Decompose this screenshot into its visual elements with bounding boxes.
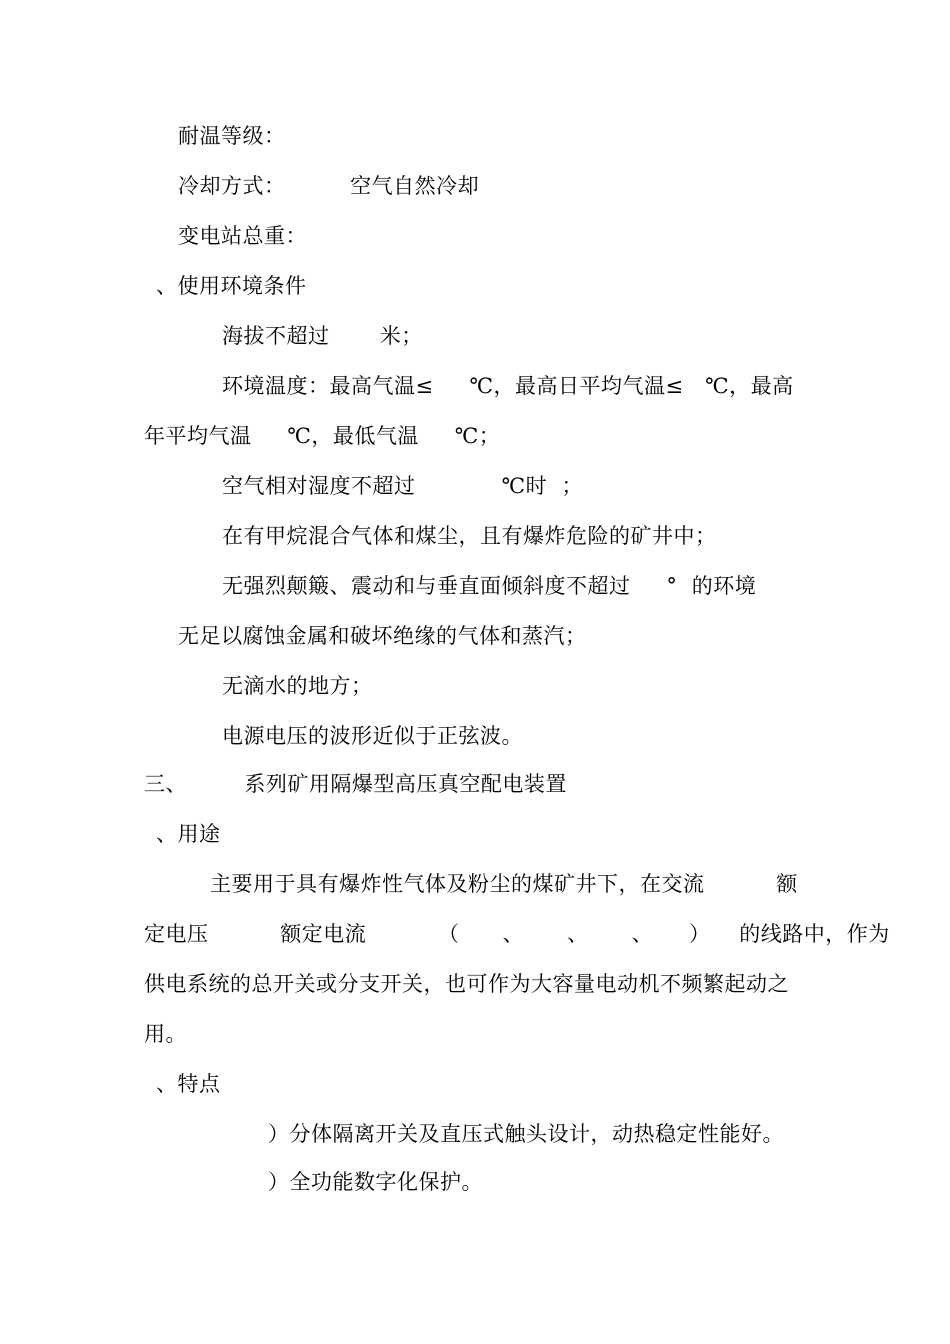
text-line-feature-2: ）全功能数字化保护。 — [268, 1170, 483, 1194]
text-line-purpose-4: 用。 — [144, 1022, 187, 1046]
text-line-temperature-cont: 年平均气温 ℃，最低气温 ℃； — [144, 424, 501, 448]
text-line-humidity: 空气相对湿度不超过 ℃时 ； — [222, 474, 583, 498]
text-line-dripping: 无滴水的地方； — [222, 674, 373, 698]
text-line-methane: 在有甲烷混合气体和煤尘，且有爆炸危险的矿井中； — [222, 524, 717, 548]
text-line-corrosion: 无足以腐蚀金属和破坏绝缘的气体和蒸汽； — [178, 624, 587, 648]
text-line-purpose-2: 定电压 额定电流 （ 、 、 、 ） 的线路中，作为 — [144, 922, 890, 946]
section-heading-purpose: 、用途 — [156, 822, 221, 846]
section-heading-environment: 、使用环境条件 — [156, 274, 307, 298]
text-line-heat-class: 耐温等级： — [178, 124, 286, 148]
section-heading-switchgear: 三、 系列矿用隔爆型高压真空配电装置 — [144, 772, 567, 796]
text-line-altitude: 海拔不超过 米； — [222, 324, 423, 348]
text-line-waveform: 电源电压的波形近似于正弦波。 — [222, 724, 523, 748]
text-line-cooling: 冷却方式： 空气自然冷却 — [178, 174, 480, 198]
text-line-vibration: 无强烈颠簸、震动和与垂直面倾斜度不超过 ° 的环境 — [222, 574, 757, 598]
text-line-total-weight: 变电站总重： — [178, 224, 307, 248]
text-line-purpose-3: 供电系统的总开关或分支开关，也可作为大容量电动机不频繁起动之 — [144, 972, 789, 996]
section-heading-features: 、特点 — [156, 1072, 221, 1096]
text-line-feature-1: ）分体隔离开关及直压式触头设计，动热稳定性能好。 — [268, 1122, 784, 1146]
text-line-temperature: 环境温度：最高气温≤ ℃，最高日平均气温≤ ℃，最高 — [222, 374, 794, 398]
text-line-purpose-1: 主要用于具有爆炸性气体及粉尘的煤矿井下，在交流 额 — [210, 872, 798, 896]
